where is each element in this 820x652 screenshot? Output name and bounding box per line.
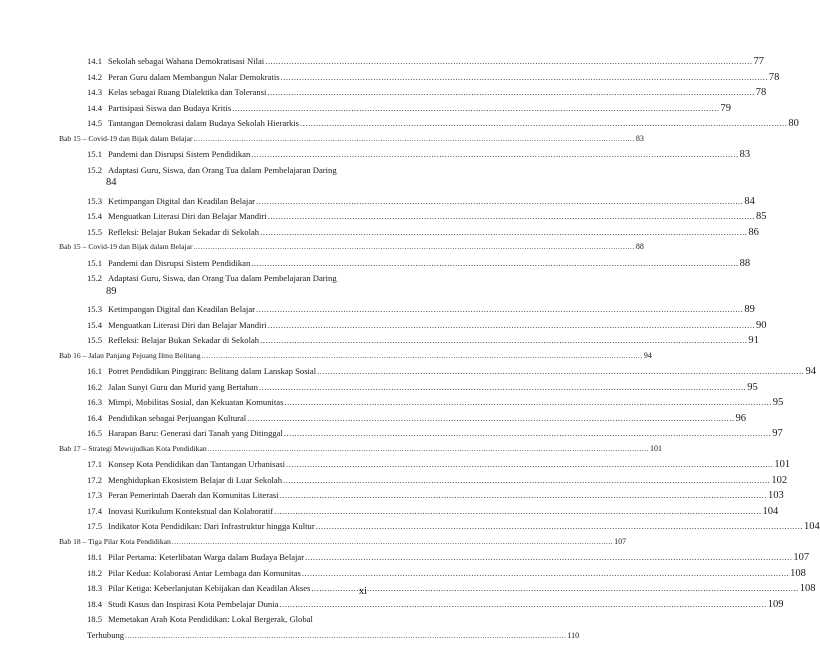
entry-title: Kelas sebagai Ruang Dialektika dan Toleransi [108,87,267,97]
leader-dots [274,506,761,516]
entry-number: 15.4 [87,319,103,330]
toc-entry[interactable] [87,474,788,486]
entry-page-number: 96 [735,412,746,424]
entry-number: 18.3 [87,583,103,593]
entry-title: Bab 15 – Covid-19 dan Bijak dalam Belajar [59,133,193,143]
entry-page-number: 90 [756,319,767,331]
toc-entry[interactable] [87,257,751,269]
leader-dots [265,56,752,66]
entry-number: 17.5 [87,521,103,531]
entry-title: Bab 17 – Strategi Mewujudkan Kota Pendidikan [59,443,207,453]
entry-number: 14.1 [87,56,103,66]
entry-page-number: 83 [635,133,644,143]
leader-dots [259,382,746,392]
entry-page-number: 103 [767,490,784,501]
entry-page-number: 104 [804,521,820,532]
entry-title: Bab 15 – Covid-19 dan Bijak dalam Belajar [59,242,193,251]
entry-number: 17.1 [87,459,103,469]
page-folio: xi [358,586,367,597]
leader-dots [208,444,649,453]
entry-title-continued: Terhubung [87,629,125,640]
entry-page-number: 95 [747,381,758,393]
toc-entry[interactable] [87,505,779,517]
toc-chapter-entry[interactable] [59,350,652,360]
leader-dots [284,428,771,438]
entry-page-number: 85 [756,211,767,222]
leader-dots [317,366,804,376]
entry-number: 17.2 [87,474,103,485]
toc-entry[interactable] [87,149,751,160]
entry-page-number: 84 [744,195,755,207]
toc-entry[interactable] [87,366,816,377]
leader-dots [251,258,738,268]
toc-entry[interactable] [87,319,767,331]
toc-entry[interactable] [87,273,368,283]
toc-chapter-entry[interactable] [59,443,662,453]
leader-dots [279,599,766,609]
entry-page-number: 94 [643,350,652,360]
entry-page-number: 101 [774,459,791,470]
toc-entry[interactable] [87,567,806,579]
entry-number: 14.4 [87,102,103,113]
leader-dots [232,103,719,113]
entry-page-number: 94 [805,366,816,377]
entry-number: 16.2 [87,381,103,392]
entry-title: Memetakan Arah Kota Pendidikan: Lokal Bergerak, Global [108,614,313,624]
entry-number: 16.5 [87,428,103,438]
entry-page-number: 78 [755,87,767,98]
toc-entry[interactable] [87,521,820,532]
entry-title: Menghidupkan Ekosistem Belajar di Luar Sekolah [108,474,282,485]
toc-entry[interactable] [87,211,767,222]
leader-dots [172,537,613,546]
entry-title: Menguatkan Literasi Diri dan Belajar Mandiri [108,211,267,221]
entry-page-number: 89 [106,285,117,297]
entry-title: Ketimpangan Digital dan Keadilan Belajar [108,304,255,314]
entry-page-number: 86 [748,226,759,238]
toc-chapter-entry[interactable] [59,133,644,143]
entry-number: 18.1 [87,552,103,562]
toc-entry[interactable] [87,381,758,393]
entry-number: 15.2 [87,273,103,283]
leader-dots [247,413,734,423]
entry-number: 14.3 [87,87,103,97]
leader-dots [202,351,643,360]
toc-entry[interactable] [87,195,755,207]
entry-page-number: 107 [793,552,810,563]
entry-number: 14.2 [87,71,103,82]
toc-entry[interactable] [87,552,810,563]
toc-entry[interactable] [87,165,368,175]
entry-number: 17.3 [87,490,103,500]
entry-title: Harapan Baru: Generasi dari Tanah yang Ditinggal [108,428,283,438]
entry-title: Potret Pendidikan Pinggiran: Belitang dalam Lanskap Sosial [108,366,317,376]
entry-title: Sekolah sebagai Wahana Demokratisasi Nilai [108,56,265,66]
toc-chapter-entry[interactable] [59,242,644,251]
leader-dots [268,211,755,221]
leader-dots [125,631,566,640]
entry-page-number: 88 [635,242,644,251]
entry-number: 16.4 [87,412,103,423]
leader-dots [194,242,635,251]
leader-dots [302,568,789,578]
entry-page-number: 83 [739,149,751,160]
toc-entry[interactable] [87,412,746,424]
leader-dots [256,304,743,314]
entry-page-number: 108 [790,567,806,579]
leader-dots [260,335,747,345]
entry-page-number: 77 [753,56,764,67]
entry-page-number: 101 [649,443,662,453]
entry-page-number: 88 [739,257,751,269]
entry-number: 15.5 [87,226,103,237]
entry-page-number: 108 [799,583,816,594]
entry-title: Pandemi dan Disrupsi Sistem Pendidikan [108,257,251,268]
entry-title: Inovasi Kurikulum Kontekstual dan Kolaboratif [108,505,274,516]
entry-page-number: 110 [567,630,580,640]
toc-entry[interactable] [87,459,791,470]
toc-entry[interactable] [87,490,784,501]
leader-dots [300,118,787,128]
entry-page-number: 104 [762,505,779,517]
entry-number: 18.5 [87,614,103,624]
leader-dots [280,490,767,500]
leader-dots [286,459,773,469]
entry-page-number: 95 [772,397,784,408]
toc-entry[interactable] [87,614,368,624]
entry-title: Studi Kasus dan Inspirasi Kota Pembelajar Dunia [108,598,279,609]
toc-entry[interactable] [87,87,767,98]
entry-page-number: 84 [106,177,117,188]
entry-title: Refleksi: Belajar Bukan Sekadar di Sekolah [108,335,260,345]
entry-title: Bab 16 – Jalan Panjang Pejuang Ilmu Belitang [59,350,201,360]
entry-title: Menguatkan Literasi Diri dan Belajar Mandiri [108,319,267,330]
entry-title: Jalan Sunyi Guru dan Murid yang Bertahan [108,381,258,392]
entry-page-number: 78 [768,71,780,83]
entry-number: 15.2 [87,164,103,175]
leader-dots [283,475,770,485]
entry-title: Adaptasi Guru, Siswa, dan Orang Tua dalam Pembelajaran Daring [108,273,337,283]
leader-dots [284,397,771,407]
leader-dots [194,134,635,143]
entry-number: 15.5 [87,335,103,345]
entry-title: Pilar Ketiga: Keberlanjutan Kebijakan dan Keadilan Akses [108,583,311,593]
toc-entry[interactable] [87,583,816,594]
entry-number: 16.1 [87,366,103,376]
entry-title: Refleksi: Belajar Bukan Sekadar di Sekolah [108,226,260,237]
entry-page-number: 80 [788,118,799,129]
entry-title: Peran Pemerintah Daerah dan Komunitas Literasi [108,490,279,500]
toc-entry[interactable] [87,335,759,346]
entry-title: Tantangan Demokrasi dalam Budaya Sekolah Hierarkis [108,118,300,128]
entry-page-number: 97 [772,428,783,439]
entry-page-number: 102 [771,474,788,486]
leader-dots [267,87,754,97]
entry-number: 15.4 [87,211,103,221]
entry-page-number: 91 [748,335,759,346]
toc-entry[interactable] [87,598,784,610]
entry-title: Pandemi dan Disrupsi Sistem Pendidikan [108,149,251,159]
entry-title: Adaptasi Guru, Siswa, dan Orang Tua dalam Pembelajaran Daring [108,164,337,175]
entry-title: Mimpi, Mobilitas Sosial, dan Kekuatan Komunitas [108,397,284,407]
entry-number: 18.4 [87,598,103,609]
entry-number: 14.5 [87,118,103,128]
toc-entry[interactable] [87,226,759,238]
entry-title: Ketimpangan Digital dan Keadilan Belajar [108,195,255,206]
entry-title: Pilar Kedua: Kolaborasi Antar Lembaga dan Komunitas [108,567,301,578]
toc-entry-continuation [87,629,580,640]
leader-dots [260,227,747,237]
entry-number: 15.3 [87,195,103,206]
entry-page-number: 107 [614,536,627,546]
leader-dots [311,583,798,593]
entry-title: Pilar Pertama: Keterlibatan Warga dalam Budaya Belajar [108,552,305,562]
entry-number: 15.1 [87,257,103,268]
entry-page-number: 79 [720,102,731,114]
leader-dots [256,196,743,206]
toc-entry[interactable] [87,71,780,83]
leader-dots [281,72,768,82]
toc-entry[interactable] [87,118,799,129]
leader-dots [305,552,792,562]
leader-dots [251,149,738,159]
entry-title: Peran Guru dalam Membangun Nalar Demokratis [108,71,280,82]
entry-page-number: 89 [744,304,755,315]
entry-number: 17.4 [87,505,103,516]
entry-number: 15.1 [87,149,103,159]
toc-entry[interactable] [87,56,764,67]
entry-number: 15.3 [87,304,103,314]
entry-number: 16.3 [87,397,103,407]
entry-title: Konsep Kota Pendidikan dan Tantangan Urbanisasi [108,459,286,469]
entry-number: 18.2 [87,567,103,578]
entry-title: Pendidikan sebagai Perjuangan Kultural [108,412,247,423]
toc-entry[interactable] [87,397,784,408]
toc-entry[interactable] [87,428,783,439]
entry-page-number: 109 [767,598,784,610]
toc-entry[interactable] [87,304,755,315]
entry-title: Indikator Kota Pendidikan: Dari Infrastruktur hingga Kultur [108,521,315,531]
entry-title: Partisipasi Siswa dan Budaya Kritis [108,102,232,113]
entry-title: Bab 18 – Tiga Pilar Kota Pendidikan [59,536,171,546]
toc-chapter-entry[interactable] [59,536,627,546]
leader-dots [268,320,755,330]
toc-entry[interactable] [87,102,731,114]
leader-dots [316,521,803,531]
